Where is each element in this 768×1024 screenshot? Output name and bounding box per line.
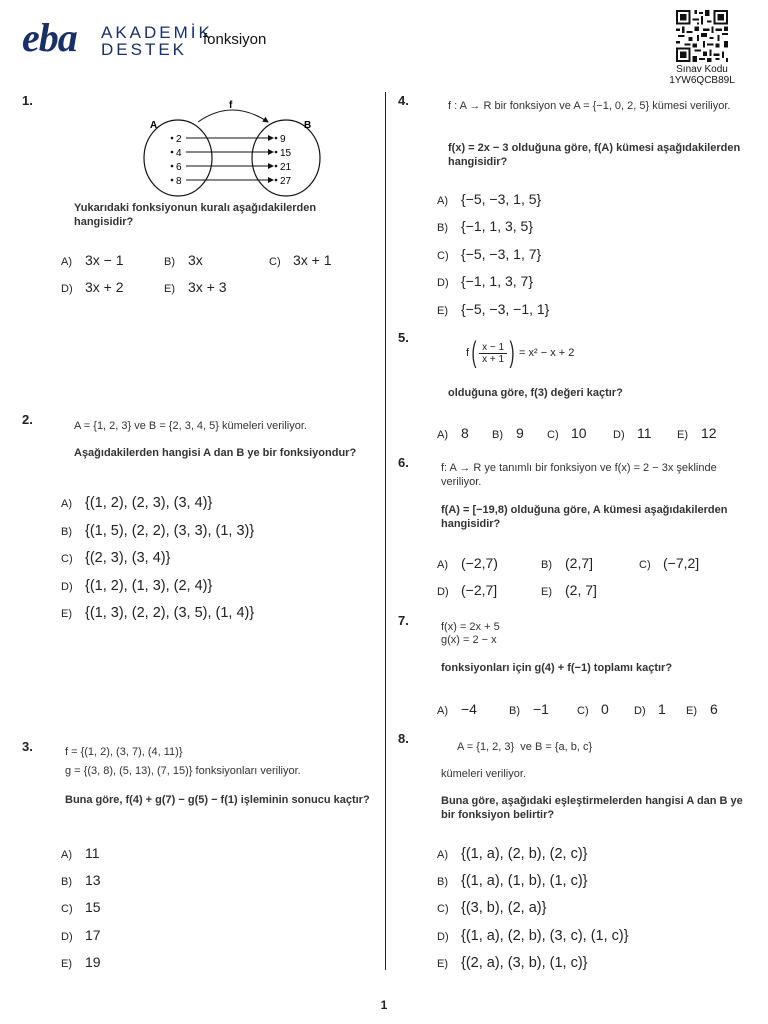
option-text: {−1, 1, 3, 5}	[461, 218, 534, 234]
formula-f: f	[466, 347, 470, 359]
question-stem: f(x) = 2x − 3 olduğuna göre, f(A) kümesi aşağıdakilerden hangisidir?	[448, 142, 741, 168]
option-text: {(3, b), (2, a)}	[461, 900, 547, 916]
option-letter: E)	[677, 429, 688, 441]
option-letter: B)	[61, 876, 72, 888]
option-d[interactable]	[437, 273, 533, 291]
option-text: 1	[658, 701, 666, 717]
question-stem: g = {(3, 8), (5, 13), (7, 15)} fonksiyonları veriliyor.	[65, 765, 301, 777]
option-a[interactable]	[61, 252, 124, 270]
option-letter: D)	[61, 283, 73, 295]
option-b[interactable]	[509, 701, 549, 719]
option-a[interactable]	[437, 555, 498, 573]
option-text: (−2,7]	[461, 582, 498, 598]
option-letter: C)	[547, 429, 559, 441]
question-stem: f: A → R ye tanımlı bir fonksiyon ve f(x) = 2 − 3x şeklinde veriliyor.	[441, 462, 717, 488]
option-text: {(1, a), (1, b), (1, c)}	[461, 873, 588, 889]
option-text: 17	[85, 927, 101, 943]
option-letter: E)	[61, 958, 72, 970]
function-label: f	[229, 100, 233, 111]
question-number-1: 1.	[22, 93, 33, 108]
option-b[interactable]	[437, 218, 533, 236]
option-letter: D)	[437, 931, 449, 943]
option-letter: C)	[269, 256, 281, 268]
option-c[interactable]	[61, 549, 170, 567]
set-a-element: 8	[176, 176, 182, 187]
option-text: 11	[85, 845, 100, 861]
qr-code-icon	[676, 10, 728, 62]
option-a[interactable]	[437, 845, 588, 863]
question-stem: f : A → R bir fonksiyon ve A = {−1, 0, 2, 5} kümesi veriliyor.	[448, 100, 731, 112]
option-letter: C)	[437, 903, 449, 915]
question-stem: f(x) = 2x + 5	[441, 621, 500, 633]
option-letter: A)	[437, 195, 448, 207]
option-e[interactable]	[437, 954, 588, 972]
option-c[interactable]	[437, 246, 541, 264]
option-text: {(1, 2), (1, 3), (2, 4)}	[85, 578, 213, 594]
option-text: 3x − 1	[85, 252, 124, 268]
option-text: {−5, −3, 1, 7}	[461, 246, 542, 262]
set-b-element: 15	[280, 148, 292, 159]
question-number-2: 2.	[22, 412, 33, 427]
option-c[interactable]	[577, 701, 609, 719]
option-c[interactable]	[437, 899, 546, 917]
option-text: {(1, a), (2, b), (2, c)}	[461, 846, 588, 862]
set-b-label: B	[304, 120, 312, 131]
question-number-8: 8.	[398, 731, 409, 746]
question-number-3: 3.	[22, 739, 33, 754]
option-d[interactable]	[437, 927, 629, 945]
question-stem: A = {1, 2, 3} ve B = {2, 3, 4, 5} kümeleri veriliyor.	[74, 420, 307, 432]
option-a[interactable]	[437, 425, 469, 443]
set-a-element: 2	[176, 134, 182, 145]
option-text: (−2,7)	[461, 555, 498, 571]
question-stem: A = {1, 2, 3} ve B = {a, b, c}	[457, 741, 593, 753]
option-c[interactable]	[547, 425, 587, 443]
set-a-element: 4	[176, 148, 182, 159]
exam-code-value: 1YW6QCB89L	[669, 75, 735, 86]
option-text: {(1, 5), (2, 2), (3, 3), (1, 3)}	[85, 523, 255, 539]
option-text: 13	[85, 872, 101, 888]
option-text: (−7,2]	[663, 555, 700, 571]
question-stem: Yukarıdaki fonksiyonun kuralı aşağıdakilerden hangisidir?	[74, 202, 317, 228]
option-text: 10	[571, 425, 587, 441]
option-letter: A)	[61, 256, 72, 268]
option-text: 0	[601, 701, 609, 717]
set-a-element: 6	[176, 162, 182, 173]
logo-akademik: AKADEMİK	[101, 23, 213, 42]
option-e[interactable]	[677, 425, 717, 443]
option-text: {−1, 1, 3, 7}	[461, 273, 534, 289]
logo-destek: DESTEK	[101, 40, 188, 59]
mapping-diagram	[140, 98, 330, 198]
question-number-4: 4.	[398, 93, 409, 108]
option-letter: E)	[437, 958, 448, 970]
option-b[interactable]	[541, 555, 593, 573]
option-letter: E)	[541, 586, 552, 598]
formula	[466, 337, 574, 369]
option-text: −4	[461, 701, 477, 717]
eba-logo: eba	[22, 15, 77, 60]
option-text: 9	[516, 425, 524, 441]
option-text: 12	[701, 425, 717, 441]
option-e[interactable]	[61, 954, 101, 972]
option-text: 3x	[188, 252, 203, 268]
option-b[interactable]	[437, 872, 588, 890]
paren-right: )	[509, 336, 515, 369]
option-text: (2,7]	[565, 555, 594, 571]
option-letter: B)	[61, 526, 72, 538]
question-stem: Buna göre, f(4) + g(7) − g(5) − f(1) işleminin sonucu kaçtır?	[65, 794, 370, 806]
question-stem: f = {(1, 2), (3, 7), (4, 11)}	[65, 746, 183, 758]
option-a[interactable]	[61, 494, 212, 512]
option-b[interactable]	[492, 425, 524, 443]
question-stem: kümeleri veriliyor.	[441, 768, 526, 780]
option-letter: C)	[61, 553, 73, 565]
exam-code-label: Sınav Kodu	[676, 64, 728, 75]
option-e[interactable]	[164, 279, 227, 297]
question-stem: olduğuna göre, f(3) değeri kaçtır?	[448, 387, 623, 399]
page-number: 1	[380, 998, 388, 1012]
option-letter: C)	[61, 903, 73, 915]
set-b-element: 9	[280, 134, 286, 145]
option-letter: D)	[437, 277, 449, 289]
question-stem: fonksiyonları için g(4) + f(−1) toplamı kaçtır?	[441, 662, 673, 674]
option-a[interactable]	[61, 845, 100, 863]
option-letter: D)	[634, 705, 646, 717]
option-a[interactable]	[437, 701, 477, 719]
option-d[interactable]	[634, 701, 666, 719]
option-letter: A)	[61, 498, 72, 510]
option-text: 19	[85, 954, 101, 970]
option-d[interactable]	[61, 577, 212, 595]
option-d[interactable]	[613, 425, 652, 443]
option-letter: E)	[437, 305, 448, 317]
column-divider	[385, 92, 386, 970]
option-letter: A)	[61, 849, 72, 861]
option-letter: A)	[437, 849, 448, 861]
option-text: 11	[637, 425, 652, 441]
paren-left: (	[471, 336, 477, 369]
option-e[interactable]	[686, 701, 718, 719]
option-letter: E)	[686, 705, 697, 717]
option-letter: B)	[437, 222, 448, 234]
option-letter: C)	[577, 705, 589, 717]
option-b[interactable]	[61, 522, 254, 540]
option-letter: A)	[437, 429, 448, 441]
question-stem: g(x) = 2 − x	[441, 634, 497, 646]
denominator: x + 1	[482, 353, 505, 365]
option-text: 3x + 2	[85, 279, 124, 295]
fraction	[479, 342, 507, 365]
numerator: x − 1	[479, 342, 507, 354]
question-number-6: 6.	[398, 455, 409, 470]
option-letter: C)	[437, 250, 449, 262]
set-a-label: A	[150, 120, 158, 131]
option-text: 3x + 1	[293, 252, 332, 268]
option-e[interactable]	[61, 604, 254, 622]
function-arrow	[198, 110, 268, 122]
option-b[interactable]	[164, 252, 203, 270]
set-b-element: 21	[280, 162, 292, 173]
option-letter: E)	[164, 283, 175, 295]
option-a[interactable]	[437, 191, 541, 209]
option-c[interactable]	[639, 555, 699, 573]
option-letter: A)	[437, 705, 448, 717]
option-text: {(2, a), (3, b), (1, c)}	[461, 955, 588, 971]
option-text: −1	[533, 701, 549, 717]
option-b[interactable]	[61, 872, 101, 890]
page-title: fonksiyon	[203, 31, 267, 48]
option-letter: D)	[613, 429, 625, 441]
option-d[interactable]	[61, 279, 124, 297]
option-d[interactable]	[437, 582, 497, 600]
option-text: 6	[710, 701, 718, 717]
option-e[interactable]	[437, 301, 549, 319]
option-letter: D)	[437, 586, 449, 598]
option-text: 15	[85, 899, 101, 915]
option-text: {(1, 3), (2, 2), (3, 5), (1, 4)}	[85, 605, 255, 621]
question-number-5: 5.	[398, 330, 409, 345]
option-text: {−5, −3, 1, 5}	[461, 191, 542, 207]
option-letter: B)	[164, 256, 175, 268]
option-letter: D)	[61, 931, 73, 943]
option-letter: B)	[492, 429, 503, 441]
option-letter: C)	[639, 559, 651, 571]
option-text: {(1, 2), (2, 3), (3, 4)}	[85, 495, 213, 511]
formula-rhs: = x² − x + 2	[519, 347, 575, 359]
option-letter: B)	[541, 559, 552, 571]
option-letter: B)	[437, 876, 448, 888]
option-letter: D)	[61, 581, 73, 593]
set-b-element: 27	[280, 176, 292, 187]
option-letter: E)	[61, 608, 72, 620]
option-text: (2, 7]	[565, 582, 597, 598]
option-text: {−5, −3, −1, 1}	[461, 301, 550, 317]
option-text: 8	[461, 425, 469, 441]
option-d[interactable]	[61, 927, 101, 945]
question-stem: Buna göre, aşağıdaki eşleştirmelerden hangisi A dan B ye bir fonksiyon belirtir?	[441, 795, 743, 821]
question-stem: f(A) = [−19,8) olduğuna göre, A kümesi aşağıdakilerden hangisidir?	[441, 504, 728, 530]
option-letter: A)	[437, 559, 448, 571]
question-number-7: 7.	[398, 613, 409, 628]
option-c[interactable]	[269, 252, 332, 270]
option-text: {(2, 3), (3, 4)}	[85, 550, 171, 566]
option-letter: B)	[509, 705, 520, 717]
option-text: 3x + 3	[188, 279, 227, 295]
option-text: {(1, a), (2, b), (3, c), (1, c)}	[461, 928, 629, 944]
question-stem: Aşağıdakilerden hangisi A dan B ye bir fonksiyondur?	[74, 447, 357, 459]
option-e[interactable]	[541, 582, 597, 600]
option-c[interactable]	[61, 899, 101, 917]
